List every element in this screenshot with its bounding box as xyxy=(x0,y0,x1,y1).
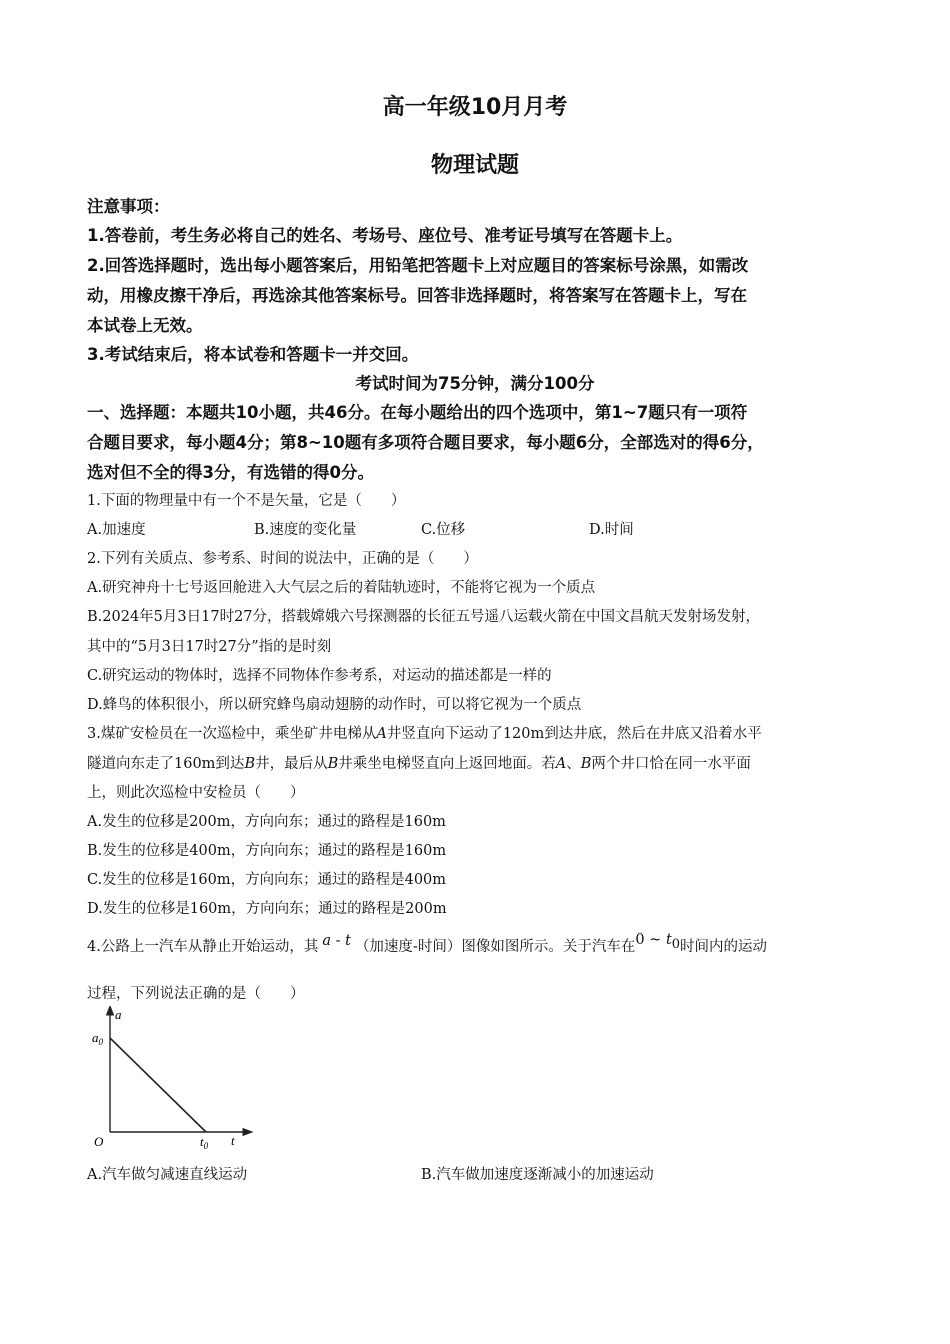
notice-item-1: 1.答卷前，考生务必将自己的姓名、考场号、座位号、准考证号填写在答题卡上。 xyxy=(87,226,683,245)
t0-label: $t_0$ xyxy=(200,1134,209,1151)
section-1-line-2: 合题目要求，每小题4分；第8~10题有多项符合题目要求，每小题6分，全部选对的得6分， xyxy=(87,433,764,452)
q3-stem-line-1: 3.煤矿安检员在一次巡检中，乘坐矿井电梯从A井竖直向下运动了120m到达井底，然后在井底又沿着水平 xyxy=(87,726,762,742)
exam-info: 考试时间为75分钟，满分100分 xyxy=(355,374,595,393)
q4-stem-line-2: 过程，下列说法正确的是（ ） xyxy=(87,986,305,1002)
section-1-line-3: 选对但不全的得3分，有选错的得0分。 xyxy=(87,463,374,482)
q4-option-b: B.汽车做加速度逐渐减小的加速运动 xyxy=(421,1167,654,1183)
q2-option-d: D.蜂鸟的体积很小，所以研究蜂鸟扇动翅膀的动作时，可以将它视为一个质点 xyxy=(87,697,582,713)
q2-option-a: A.研究神舟十七号返回舱进入大气层之后的着陆轨迹时，不能将它视为一个质点 xyxy=(87,580,596,596)
notice-heading: 注意事项： xyxy=(87,197,170,216)
a0-label: $a_0$ xyxy=(92,1030,103,1047)
acceleration-time-graph xyxy=(88,1006,254,1152)
well-a-label: A xyxy=(376,726,387,742)
well-b-label: B xyxy=(244,756,256,772)
notice-item-3: 3.考试结束后，将本试卷和答题卡一并交回。 xyxy=(87,345,419,364)
q3-option-b: B.发生的位移是400m，方向向东；通过的路程是160m xyxy=(87,843,447,859)
q2-option-c: C.研究运动的物体时，选择不同物体作参考系，对运动的描述都是一样的 xyxy=(87,668,552,684)
notice-item-2-line-1: 2.回答选择题时，选出每小题答案后，用铅笔把答题卡上对应题目的答案标号涂黑，如需改 xyxy=(87,256,749,275)
q3-stem-line-2: 隧道向东走了160m到达B井，最后从B井乘坐电梯竖直向上返回地面。若A、B两个井口恰在同一水平面 xyxy=(87,756,751,772)
q3-option-a: A.发生的位移是200m，方向向东；通过的路程是160m xyxy=(87,814,446,830)
page-title: 高一年级10月月考 xyxy=(382,95,568,120)
page-subtitle: 物理试题 xyxy=(430,153,519,178)
q1-option-d: D.时间 xyxy=(589,522,634,538)
notice-item-2-line-2: 动，用橡皮擦干净后，再选涂其他答案标号。回答非选择题时，将答案写在答题卡上，写在 xyxy=(87,286,747,305)
q1-option-b: B.速度的变化量 xyxy=(254,522,357,538)
x-axis-label: t xyxy=(231,1133,235,1148)
section-1-line-1: 一、选择题：本题共10小题，共46分。在每小题给出的四个选项中，第1~7题只有一项符 xyxy=(87,403,748,422)
origin-label: O xyxy=(94,1134,104,1149)
time-range: 0 ~ $t_0$ xyxy=(635,932,681,952)
q2-option-b-line-2: 其中的“5月3日17时27分”指的是时刻 xyxy=(87,639,332,655)
y-axis-label: a xyxy=(115,1007,122,1022)
q2-stem: 2.下列有关质点、参考系、时间的说法中，正确的是（ ） xyxy=(87,551,478,567)
notice-item-2-line-3: 本试卷上无效。 xyxy=(87,316,203,335)
q4-stem-line-1: 4.公路上一汽车从静止开始运动，其 a - t （加速度-时间）图像如图所示。关于汽车在0 ~ $t_0$时间内的运动 xyxy=(87,932,768,955)
q3-option-c: C.发生的位移是160m，方向向东；通过的路程是400m xyxy=(87,872,447,888)
q2-option-b-line-1: B.2024年5月3日17时27分，搭载嫦娥六号探测器的长征五号遥八运载火箭在中国文昌航天发射场发射， xyxy=(87,609,761,625)
q1-option-a: A.加速度 xyxy=(87,522,146,538)
q1-option-c: C.位移 xyxy=(421,522,466,538)
acceleration-line xyxy=(110,1038,206,1132)
a-t-symbol: a - t xyxy=(322,933,351,949)
q1-stem: 1.下面的物理量中有一个不是矢量，它是（ ） xyxy=(87,493,406,509)
q3-option-d: D.发生的位移是160m，方向向东；通过的路程是200m xyxy=(87,901,447,917)
q3-stem-line-3: 上，则此次巡检中安检员（ ） xyxy=(87,785,305,801)
q4-option-a: A.汽车做匀减速直线运动 xyxy=(87,1167,248,1183)
